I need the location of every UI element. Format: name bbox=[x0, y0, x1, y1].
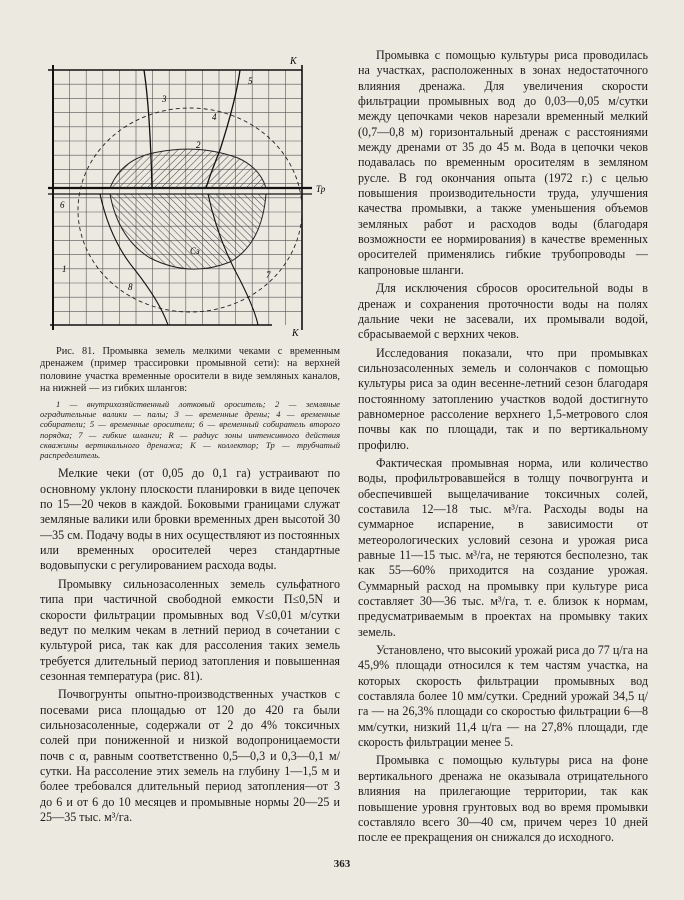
left-paragraph-1: Мелкие чеки (от 0,05 до 0,1 га) устраивают по основному уклону плоскости планировки в виде цепочек по 15—20 чеков в каждой. Боковыми границами служат земляные валики или бровки временных дрен высотой 30—35 см. Подачу воды в них осуществляют из постоянных или временных оросителей через стандартные водовыпуски с регулированием расхода воды. bbox=[40, 466, 340, 573]
figure-caption: Рис. 81. Промывка земель мелкими чеками с временным дренажем (пример трассировки промывной сети): на верхней половине участка временные оросители в виде земляных каналов, на нижней — из гибких шлангов: bbox=[40, 346, 340, 395]
label-3: 3 bbox=[162, 94, 167, 104]
washing-network-diagram bbox=[40, 40, 340, 340]
left-paragraph-3: Почвогрунты опытно-производственных участков с посевами риса площадью от 120 до 420 га были сильнозасоленные, содержали от 2 до 4% токсичных солей при пониженной и низкой водопроницаемости почв с α, равным соответственно 0,5—0,3 и 0,3—0,1 м/сутки. На рассоление этих земель на глубину 1—1,5 м и более требовался длительный период затопления—от 3 до 6 и от 6 до 10 месяцев и промывные нормы 20—25 и 25—35 тыс. м³/га. bbox=[40, 687, 340, 824]
label-8: 8 bbox=[128, 282, 133, 292]
right-paragraph-5: Установлено, что высокий урожай риса до 77 ц/га на 45,9% площади относился к тем частям участка, на которых скорость фильтрации промывных вод составляла более 10 мм/сутки. Средний урожай 34,5 ц/га — на 26,3% площади со скоростью фильтрации 6—8 мм/сутки, низкий 11,4 ц/га — на 27,8% площади, где скорость фильтрации менее 5. bbox=[358, 643, 648, 750]
label-7: 7 bbox=[266, 270, 271, 280]
figure-81 bbox=[40, 40, 340, 340]
right-paragraph-3: Исследования показали, что при промывках сильнозасоленных земель и солончаков с помощью культуры риса за один весенне-летний сезон благодаря постоянному затоплению участков водой достигнуто равномерное рассоление верхнего 1,5-метрового слоя почвы как по площади, так и по вертикальному профилю. bbox=[358, 345, 648, 452]
left-column bbox=[40, 40, 340, 825]
label-4: 4 bbox=[212, 112, 217, 122]
right-paragraph-6: Промывка с помощью культуры риса на фоне вертикального дренажа не оказывала отрицательного влияния на прилегающие территории, так как повышение уровня грунтовых вод во время промывки составляло всего 30—40 см, причем через 10 дней после ее прекращения он снижался до исходного. bbox=[358, 753, 648, 845]
right-paragraph-1: Промывка с помощью культуры риса проводилась на участках, расположенных в зонах недостаточного влияния дренажа. Для увеличения скорости фильтрации промывных вод до 0,03—0,05 м/сутки между цепочками чеков нарезали временный мелкий (0,7—0,8 м) горизонтальный дренаж с расстояниями между дренами от 35 до 45 м. Вода в цепочки чеков подавалась по временным оросителям в земляном русле. В год окончания опыта (1972 г.) с целью повышения производительности труда, улучшения качества промывки, а также уменьшения объемов земляных работ и расходов воды (благодаря возможности ее нормирования) в качестве временных оросителей применялись гибкие трубопроводы — капроновые шланги. bbox=[358, 48, 648, 277]
left-paragraph-2: Промывку сильнозасоленных земель сульфатного типа при частичной свободной емкости П≤0,5N и скорости фильтрации промывных вод V≤0,01 м/сутки ведут по мелким чекам в летний период в сочетании с культурой риса, так как для рассоления таких земель требуется длительный период затопления и повышенная сезонная температура (рис. 81). bbox=[40, 576, 340, 683]
hatched-zone-lower bbox=[110, 194, 266, 269]
label-2: 2 bbox=[196, 140, 201, 150]
label-k-top: К bbox=[290, 56, 297, 67]
label-k-bottom: К bbox=[292, 328, 299, 339]
label-sz: Сз bbox=[190, 246, 200, 256]
figure-legend: 1 — внутрихозяйственный лотковый ороситель; 2 — земляные оградительные валики — палы; 3 — временные дрены; 4 — временные собиратели; 5 — временные оросители; 6 — временный собиратель второго порядка; 7 — гибкие шланги; R — радиус зоны интенсивного действия скважины вертикального дренажа; К — коллектор; Тр — трубчатый распределитель. bbox=[40, 398, 340, 461]
right-column bbox=[358, 48, 648, 846]
label-6: 6 bbox=[60, 200, 65, 210]
label-5: 5 bbox=[248, 76, 253, 86]
label-tr: Тр bbox=[316, 184, 326, 194]
label-1: 1 bbox=[62, 264, 67, 274]
page-number: 363 bbox=[333, 858, 351, 870]
right-paragraph-4: Фактическая промывная норма, или количество воды, профильтровавшейся в толщу почвогрунта и обеспечившей выщелачивание токсичных солей, составила 12—18 тыс. м³/га. Расходы воды на суммарное испарение, в зависимости от метеорологических условий сезона и урожая риса равные 11—15 тыс. м³/га, не теряются бесполезно, так как 55—60% приходится на создание урожая. Суммарный расход на промывку при культуре риса составляет 30—36 тыс. м³/га, т. е. близок к нормам, предусматриваемым в проектах на промывку таких земель. bbox=[358, 455, 648, 639]
right-paragraph-2: Для исключения сбросов оросительной воды в дренаж и сохранения проточности воды на полях дальние чеки не засевали, их промывали водой, сбрасываемой с верхних чеков. bbox=[358, 281, 648, 342]
